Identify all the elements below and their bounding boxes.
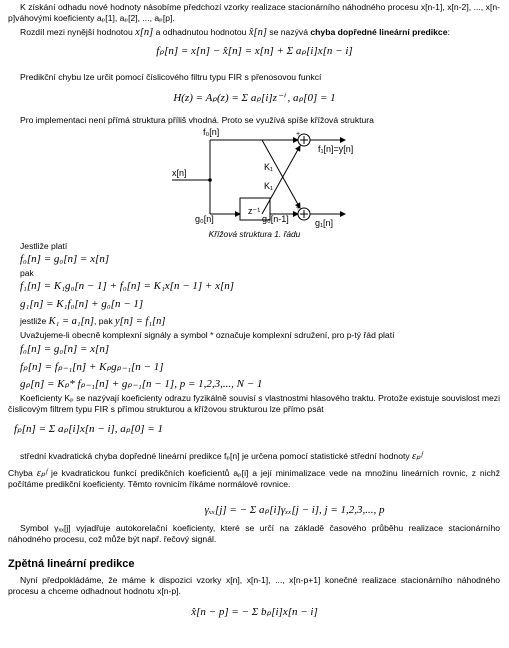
if-k1-pre: jestliže: [20, 316, 47, 326]
normal-equations-text: je kvadratickou funkcí predikčních koeficientů aₚ[i] a její minimalizace vede na množinu lineárních rovnic, z nichž počítáme predikční koeficienty. Těmto rovnicím říkáme normálové rovnice.: [8, 468, 500, 489]
reflection-paragraph: Koeficienty Kₚ se nazývají koeficienty odrazu fyzikálně souvisí s vlastnostmi hlasového traktu. Protože existuje souvislost mezi číslicovým filtrem typu FIR s přímou strukturou a křížovou strukturou lze přímo psát: [8, 393, 500, 414]
label-x: x[n]: [172, 168, 187, 178]
label-f1: f₁[n]=y[n]: [318, 144, 354, 154]
label-k1-lower: K₁: [264, 181, 274, 191]
equation-fp: fₚ[n] = fₚ₋₁[n] + Kₚgₚ₋₁[n − 1]: [20, 361, 164, 373]
if-k1-mid: , pak: [93, 316, 113, 326]
label-g0-delayed: g₀[n-1]: [262, 214, 289, 224]
error-definition-colon: :: [447, 27, 450, 37]
diagram-caption: Křížová struktura 1. řádu: [208, 229, 301, 239]
label-g1: g₁[n]: [315, 218, 334, 228]
error-word: Chyba: [8, 468, 33, 478]
then-text: pak: [20, 268, 34, 278]
lattice-paragraph: Pro implementaci není přímá struktura příliš vhodná. Proto se využívá spíše křížová struktura: [20, 115, 374, 125]
plus-bottom: +: [296, 205, 301, 212]
equation-backward: x̂[n − p] = − Σ bₚ[i]x[n − i]: [191, 606, 318, 618]
mse-line: [20, 451, 423, 462]
equation-f1: f₁[n] = K₁g₀[n − 1] + f₀[n] = K₁x[n − 1] + x[n]: [20, 280, 235, 292]
equation-init-p: f₀[n] = g₀[n] = x[n]: [20, 343, 110, 355]
intro-paragraph: K získání odhadu nové hodnoty násobíme předchozí vzorky realizace stacionárního náhodného procesu x[n-1], x[n-2], ..., x[n-p]váhovými koeficienty aₚ[1], aₚ[2], ..., aₚ[p].: [8, 2, 500, 23]
complex-paragraph: Uvažujeme-li obecně komplexní signály a symbol * označuje komplexní sdružení, pro p-tý řád platí: [20, 330, 395, 340]
equation-transfer-function: H(z) = Aₚ(z) = Σ aₚ[i]z⁻ⁱ , aₚ[0] = 1: [173, 92, 336, 104]
error-definition-pre: Rozdíl mezi nynější hodnotou: [20, 27, 133, 37]
symbol-epsilon: εₚᶠ: [412, 451, 423, 462]
section-heading: Zpětná lineární predikce: [8, 558, 135, 570]
label-k1-upper: K₁: [264, 162, 274, 172]
autocorrelation-paragraph: Symbol γₓₓ[j] vyjadřuje autokorelační koeficienty, které se určí na základě časového průběhu realizace stacionárního náhodného procesu, což může být např. řečový signál.: [8, 523, 500, 544]
equation-fp-direct: fₚ[n] = Σ aₚ[i]x[n − i], aₚ[0] = 1: [14, 423, 163, 435]
mse-text: střední kvadratická chyba dopředné lineární predikce fₚ[n] je určena pomocí statistické střední hodnoty: [20, 451, 410, 461]
label-z: z⁻¹: [248, 206, 261, 216]
if-k1-line: [20, 316, 165, 327]
symbol-epsilon-2: εₚᶠ: [36, 468, 48, 479]
equation-gp: gₚ[n] = Kₚ* fₚ₋₁[n] + gₚ₋₁[n − 1], p = 1,2,3,..., N − 1: [20, 378, 263, 390]
symbol-xhat: x̂[n]: [248, 27, 267, 38]
equation-yn: y[n] = f₁[n]: [115, 316, 166, 327]
normal-equations-paragraph: [8, 468, 500, 490]
fir-paragraph: Predikční chybu lze určit pomocí číslicového filtru typu FIR s přenosovou funkcí: [20, 72, 322, 82]
label-f0: f₀[n]: [203, 127, 220, 137]
equation-k1: K₁ = a₁[n]: [48, 316, 94, 327]
error-definition-bold: chyba dopředné lineární predikce: [310, 27, 448, 37]
error-definition-mid: a odhadnutou hodnotou: [155, 27, 247, 37]
equation-g1: g₁[n] = K₁f₀[n] + g₀[n − 1]: [20, 298, 144, 310]
equation-init: f₀[n] = g₀[n] = x[n]: [20, 253, 110, 265]
error-definition-mid2: se nazývá: [269, 27, 309, 37]
equation-forward-error: fₚ[n] = x[n] − x̂[n] = x[n] + Σ aₚ[i]x[n − i]: [156, 45, 353, 57]
plus-top: +: [296, 131, 301, 138]
equation-normal: γₓₓ[j] = − Σ aₚ[i]γₓₓ[j − i], j = 1,2,3,..., p: [204, 504, 385, 516]
if-holds-text: Jestliže platí: [20, 241, 68, 251]
backward-paragraph: Nyní předpokládáme, že máme k dispozici vzorky x[n], x[n-1], ..., x[n-p+1] konečné realizace stacionárního náhodného procesu a chceme odhadnout hodnotu x[n-p].: [8, 575, 500, 596]
label-g0: g₀[n]: [195, 214, 214, 224]
symbol-xn: x[n]: [135, 27, 154, 38]
